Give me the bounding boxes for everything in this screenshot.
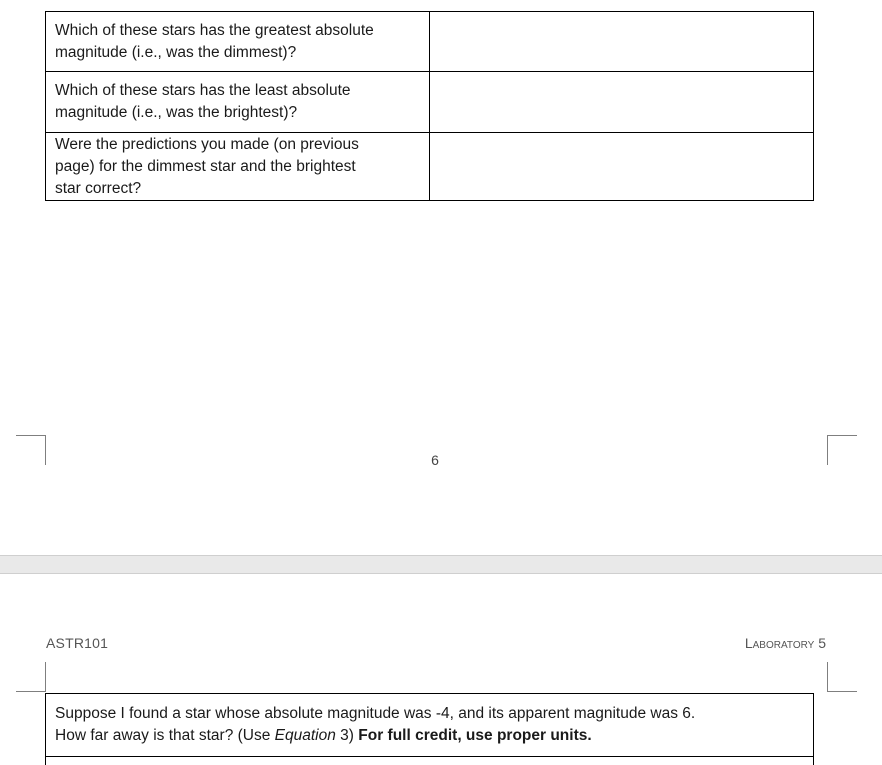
credit-instruction: For full credit, use proper units. <box>358 727 592 744</box>
question-text-line <box>55 725 804 747</box>
question-text-line: page) for the dimmest star and the brightest <box>55 158 356 175</box>
question-text-line: Which of these stars has the least absolute <box>55 82 351 99</box>
question-text-line: Which of these stars has the greatest absolute <box>55 22 374 39</box>
crop-mark-right <box>827 435 828 465</box>
question-text-line: star correct? <box>55 180 142 197</box>
question-cell <box>46 72 430 133</box>
crop-mark-left <box>16 691 46 692</box>
distance-question-table <box>45 693 814 765</box>
crop-mark-right <box>827 662 828 692</box>
equation-reference: Equation <box>274 727 336 744</box>
question-table <box>45 11 814 201</box>
crop-mark-left <box>45 662 46 692</box>
question-text-line: Suppose I found a star whose absolute magnitude was -4, and its apparent magnitude was 6. <box>55 705 696 722</box>
header-lab-title: Laboratory 5 <box>744 635 826 651</box>
question-cell <box>46 694 814 757</box>
crop-mark-right <box>827 691 857 692</box>
question-text-line: magnitude (i.e., was the brightest)? <box>55 104 298 121</box>
page-separator <box>0 555 882 574</box>
question-cell <box>46 12 430 72</box>
table-row <box>46 757 814 765</box>
question-cell <box>46 133 430 201</box>
answer-cell[interactable] <box>429 12 813 72</box>
table-row <box>46 133 814 201</box>
crop-mark-right <box>827 435 857 436</box>
answer-cell[interactable] <box>429 133 813 201</box>
crop-mark-left <box>45 435 46 465</box>
page-number: 6 <box>431 452 439 468</box>
answer-cell[interactable] <box>46 757 814 765</box>
table-row <box>46 694 814 757</box>
question-text-line: Were the predictions you made (on previous <box>55 136 359 153</box>
question-text-line: magnitude (i.e., was the dimmest)? <box>55 44 297 61</box>
question-text: 3) <box>335 727 359 744</box>
table-row <box>46 12 814 72</box>
answer-cell[interactable] <box>429 72 813 133</box>
header-course-code: ASTR101 <box>46 635 109 651</box>
crop-mark-left <box>16 435 46 436</box>
question-text: How far away is that star? (Use <box>55 727 275 744</box>
table-row <box>46 72 814 133</box>
